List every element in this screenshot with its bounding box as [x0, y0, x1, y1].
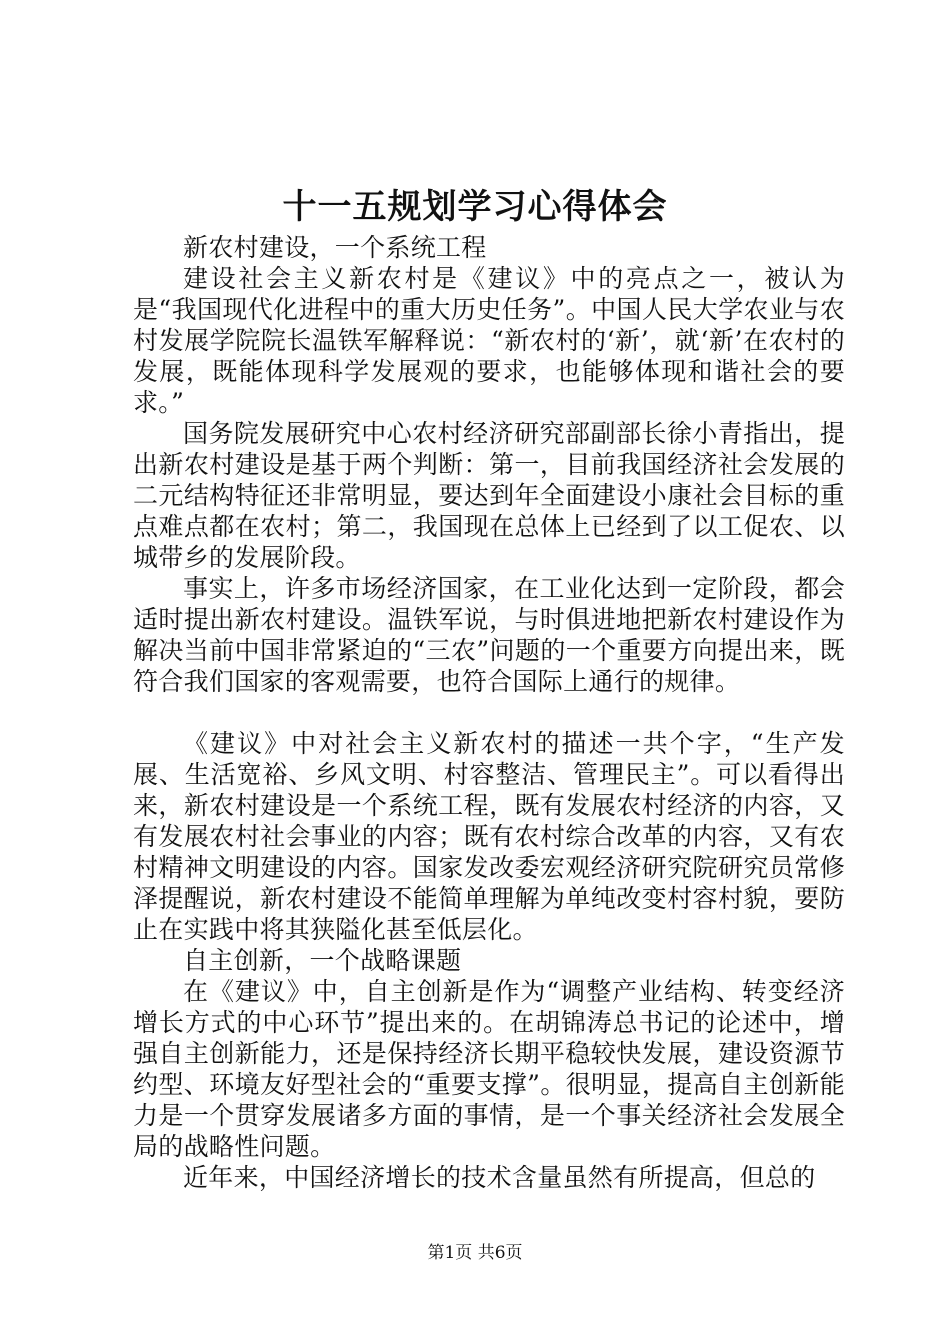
paragraph: 建设社会主义新农村是《建议》中的亮点之一，被认为是“我国现代化进程中的重大历史任务”。中国人民大学农业与农村发展学院院长温铁军解释说：“新农村的‘新’，就‘新’在农村的发展，既能体现科学发展观的要求，也能够体现和谐社会的要求。”	[133, 264, 845, 417]
paragraph: 国务院发展研究中心农村经济研究部副部长徐小青指出，提出新农村建设是基于两个判断：第一，目前我国经济社会发展的二元结构特征还非常明显，要达到年全面建设小康社会目标的重点难点都在农村；第二，我国现在总体上已经到了以工促农、以城带乡的发展阶段。	[133, 419, 845, 572]
document-title: 十一五规划学习心得体会	[282, 187, 668, 227]
section-heading: 新农村建设，一个系统工程	[183, 233, 487, 262]
document-body	[133, 232, 845, 1193]
paragraph: 近年来，中国经济增长的技术含量虽然有所提高，但总的	[183, 1163, 816, 1192]
paragraph: 在《建议》中，自主创新是作为“调整产业结构、转变经济增长方式的中心环节”提出来的。在胡锦涛总书记的论述中，增强自主创新能力，还是保持经济长期平稳较快发展，建设资源节约型、环境友好型社会的“重要支撑”。很明显，提高自主创新能力是一个贯穿发展诸多方面的事情，是一个事关经济社会发展全局的战略性问题。	[133, 977, 845, 1161]
paragraph: 事实上，许多市场经济国家，在工业化达到一定阶段，都会适时提出新农村建设。温铁军说，与时俱进地把新农村建设作为解决当前中国非常紧迫的“三农”问题的一个重要方向提出来，既符合我们国家的客观需要，也符合国际上通行的规律。	[133, 574, 845, 696]
section-heading: 自主创新，一个战略课题	[183, 946, 462, 975]
page-footer: 第1页 共6页	[427, 1243, 523, 1263]
paragraph: 《建议》中对社会主义新农村的描述一共个字，“生产发展、生活宽裕、乡风文明、村容整洁、管理民主”。可以看得出来，新农村建设是一个系统工程，既有发展农村经济的内容，又有发展农村社会事业的内容；既有农村综合改革的内容，又有农村精神文明建设的内容。国家发改委宏观经济研究院研究员常修泽提醒说，新农村建设不能简单理解为单纯改变村容村貌，要防止在实践中将其狭隘化甚至低层化。	[133, 729, 845, 944]
